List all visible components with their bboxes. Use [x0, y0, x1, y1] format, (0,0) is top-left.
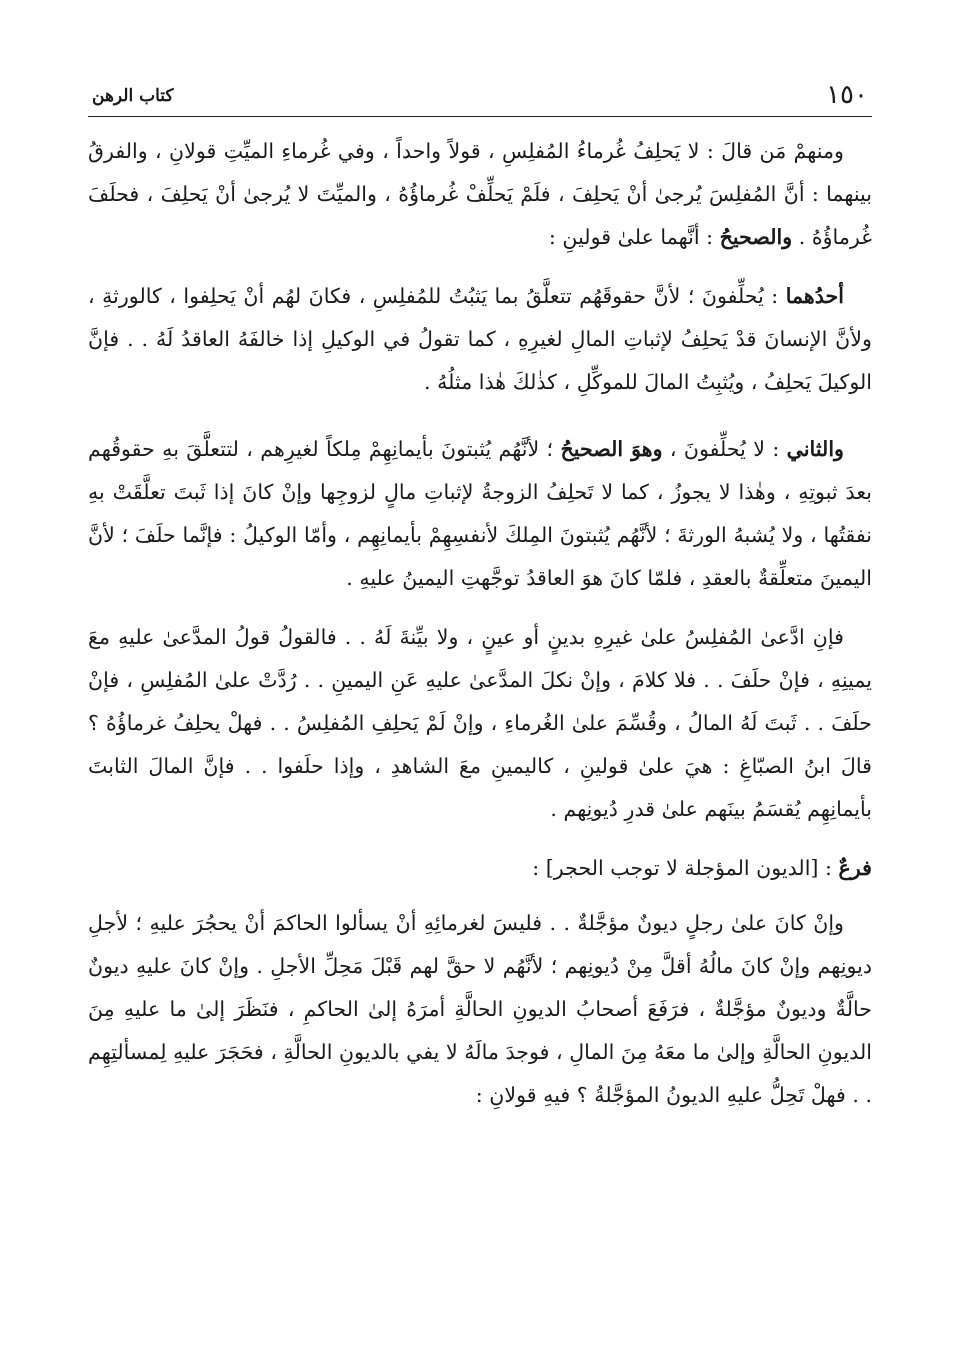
page-header — [88, 76, 872, 117]
section-heading-title: : [الديون المؤجلة لا توجب الحجر] : — [532, 856, 839, 880]
paragraph-3-bold-term: والثاني — [786, 437, 844, 461]
paragraph-5-text: وإنْ كانَ علىٰ رجلٍ ديونٌ مؤجَّلةٌ . . فليسَ لغرمائِهِ أنْ يسألوا الحاكمَ أنْ يحجُرَ عليهِ ؛ لأجلِ ديونِهم وإنْ كانَ مالُهُ أقلَّ مِنْ دُيونِهم ؛ لأنَّهُم لا حقَّ لهم قَبْلَ مَحِلِّ الأجلِ . وإنْ كانَ عليهِ ديونٌ حالَّةٌ وديونٌ مؤجَّلةٌ ، فرَفَعَ أصحابُ الديونِ الحالَّةِ أمرَهُ إلىٰ الحاكمِ ، فنَظَرَ إلىٰ ما عليهِ مِنَ الديونِ الحالَّةِ وإلىٰ ما معَهُ مِنَ المالِ ، فوجدَ مالَهُ لا يفي بالديونِ الحالَّةِ ، فحَجَرَ عليهِ لِمسألتِهِم . . فهلْ تَحِلُّ عليهِ الديونُ المؤجَّلةُ ؟ فيهِ قولانِ : — [88, 911, 872, 1107]
paragraph-2-bold-term: أحدُهما — [785, 284, 844, 308]
paragraph-4 — [88, 616, 872, 831]
running-title: كتاب الرهن — [92, 86, 174, 106]
page-body — [88, 130, 872, 1133]
paragraph-2-text: : يُحلِّفونَ ؛ لأنَّ حقوقَهُم تتعلَّقُ بما يَثبُتُ للمُفلِسِ ، فكانَ لهُم أنْ يَحلِفوا ، كالورثةِ ، ولأنَّ الإنسانَ قدْ يَحلِفُ لإثباتِ المالِ لغيرِهِ ، كما تقولُ في الوكيلِ إذا خالفَهُ العاقدُ لَهُ . . فإنَّ الوكيلَ يَحلِفُ ، ويُثبِتُ المالَ للموكِّلِ ، كذٰلكَ هٰذا مثلُهُ . — [88, 284, 872, 394]
paragraph-3-bold-opinion: وهوَ الصحيحُ — [560, 437, 663, 461]
paragraph-1-text-a: ومنهمْ مَن قالَ : لا يَحلِفُ غُرماءُ المُفلِسِ ، قولاً واحداً ، وفي غُرماءِ الميِّتِ قولانِ ، والفرقُ بينهما : أنَّ المُفلِسَ يُرجىٰ أنْ يَحلِفَ ، فلَمْ يَحلِّفْ غُرماؤُهُ ، والميِّتَ لا يُرجىٰ أنْ يَحلِفَ ، فحلَفَ غُرماؤُهُ . — [88, 139, 872, 249]
paragraph-4-text: فإنِ ادَّعىٰ المُفلِسُ علىٰ غيرِهِ بدينٍ أو عينٍ ، ولا بيِّنةَ لَهُ . . فالقولُ قولُ المدَّعىٰ عليهِ معَ يمينِهِ ، فإنْ حلَفَ . . فلا كلامَ ، وإنْ نكلَ المدَّعىٰ عليهِ عَنِ اليمينِ . . رُدَّتْ علىٰ المُفلِسِ ، فإنْ حلَفَ . . ثَبتَ لَهُ المالُ ، وقُسِّمَ علىٰ الغُرماءِ ، وإنْ لَمْ يَحلِفِ المُفلِسُ . . فهلْ يحلِفُ غرماؤُهُ ؟ قالَ ابنُ الصبّاغِ : هيَ علىٰ قولينِ ، كاليمينِ معَ الشاهدِ ، وإذا حلَفوا . . فإنَّ المالَ الثابتَ بأيمانِهِم يُقسَمُ بينَهم علىٰ قدرِ دُيونِهم . — [88, 625, 872, 821]
section-heading-label: فرعٌ — [838, 856, 872, 880]
paragraph-2 — [88, 275, 872, 404]
paragraph-3-text-a: : لا يُحلِّفونَ ، — [662, 437, 787, 461]
paragraph-1 — [88, 130, 872, 259]
paragraph-3 — [88, 428, 872, 600]
paragraph-3-text-b: ؛ لأنَّهُم يُثبتونَ بأيمانِهِمْ مِلكاً لغيرِهم ، لتتعلَّقَ بهِ حقوقُهم بعدَ ثبوتِهِ ، وهٰذا لا يجوزُ ، كما لا تَحلِفُ الزوجةُ لإثباتِ مالٍ لزوجِها وإنْ كانَ إذا ثَبتَ تعلَّقَتْ بهِ نفقتُها ، ولا يُشبهُ الورثةَ ؛ لأنَّهُم يُثبتونَ المِلكَ لأنفسِهِمْ بأيمانِهِم ، وأمّا الوكيلُ : فإنَّما حلَفَ ؛ لأنَّ اليمينَ متعلِّقةٌ بالعقدِ ، فلمّا كانَ هوَ العاقدُ توجَّهتِ اليمينُ عليهِ . — [88, 437, 872, 590]
page-number: ١٥٠ — [826, 80, 868, 110]
paragraph-1-text-b: : أنَّهما علىٰ قولينِ : — [548, 225, 720, 249]
section-heading — [88, 847, 872, 890]
paragraph-1-bold-term: والصحيحُ — [719, 225, 793, 249]
paragraph-5 — [88, 902, 872, 1117]
